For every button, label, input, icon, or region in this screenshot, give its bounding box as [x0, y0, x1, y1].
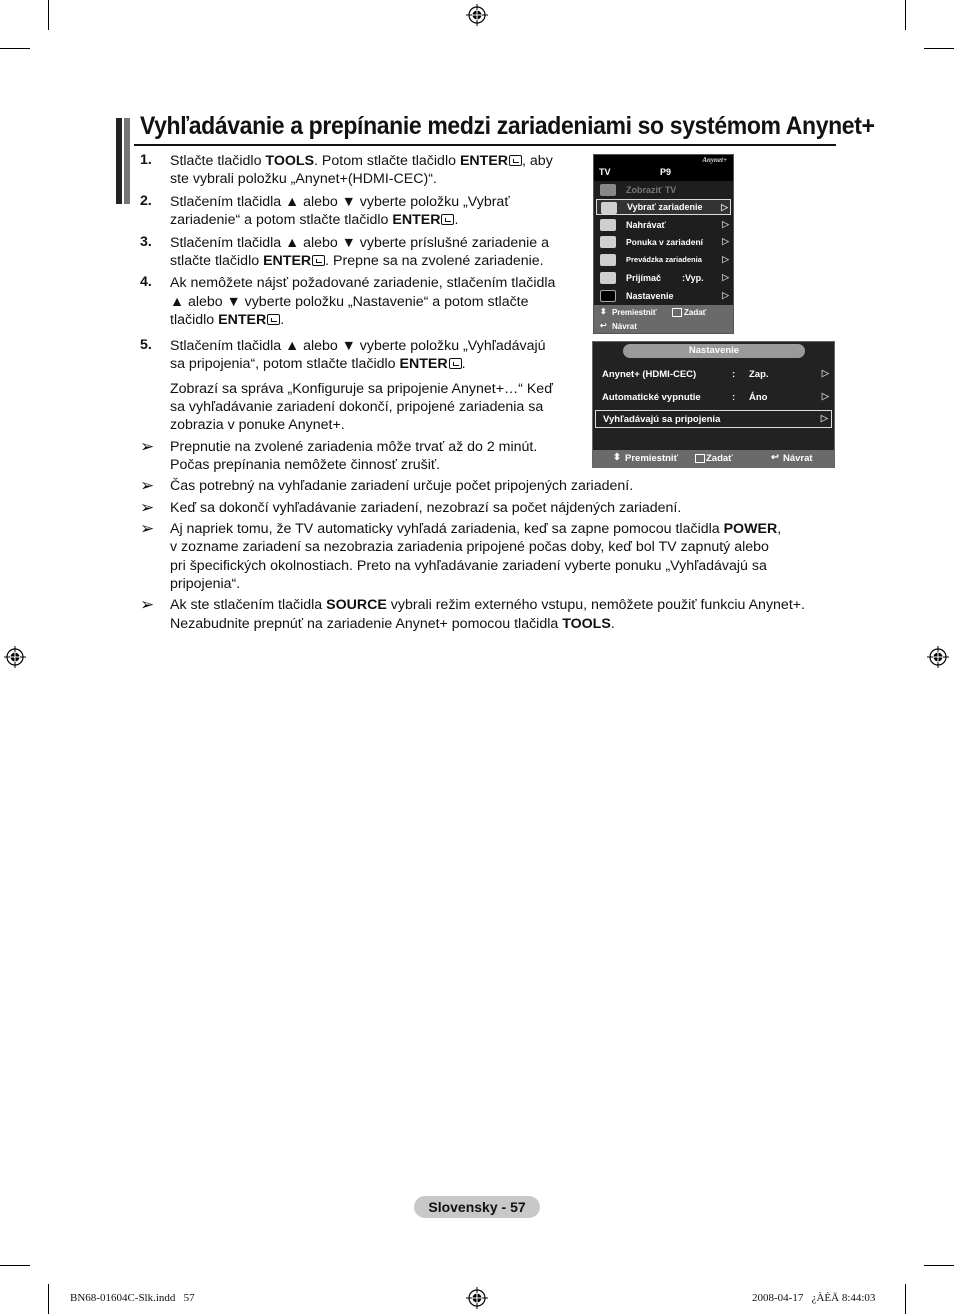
step-text: zariadenie“ a potom stlačte tlačidlo ENTER . — [170, 212, 459, 228]
step-text: stlačte tlačidlo ENTER . Prepne sa na zvolené zariadenie. — [170, 253, 544, 269]
note-arrow-icon: ➢ — [140, 476, 155, 495]
arrow-right-icon: ▷ — [722, 254, 729, 264]
enter-icon — [672, 308, 682, 317]
note-text: pripojenia“. — [170, 576, 241, 592]
step-number: 4. — [140, 274, 152, 290]
step-text: sa pripojenia“, potom stlačte tlačidlo ENTER . — [170, 356, 466, 372]
arrow-right-icon: ▷ — [722, 290, 729, 300]
step-text: Stlačením tlačidla ▲ alebo ▼ vyberte príslušné zariadenie a — [170, 235, 550, 251]
title-rule — [134, 144, 836, 146]
step-text: Stlačením tlačidla ▲ alebo ▼ vyberte položku „Vybrať — [170, 194, 510, 210]
note-arrow-icon: ➢ — [140, 437, 155, 456]
menu-footer: ⬍ Premiestniť Zadať ↩ Návrat — [593, 450, 834, 467]
page-number-badge: Slovensky - 57 — [414, 1196, 540, 1218]
registration-mark-icon — [4, 646, 26, 668]
receiver-icon — [600, 272, 616, 284]
enter-icon — [441, 214, 454, 225]
setup-menu-screenshot — [592, 341, 835, 468]
title-accent-bar — [116, 118, 122, 204]
enter-icon — [449, 358, 462, 369]
arrow-right-icon: ▷ — [722, 272, 729, 282]
page-title: Vyhľadávanie a prepínanie medzi zariadeniami so systémom Anynet+ — [140, 112, 875, 140]
move-icon: ⬍ — [600, 307, 607, 316]
step-text: ste vybrali položku „Anynet+(HDMI-CEC)“. — [170, 171, 437, 187]
step-text: ▲ alebo ▼ vyberte položku „Nastavenie“ a potom stlačte — [170, 294, 529, 310]
menu-item-receiver[interactable]: Prijímač :Vyp. ▷ — [596, 270, 731, 286]
menu-item-select-device[interactable]: Vybrať zariadenie ▷ — [596, 199, 731, 215]
title-accent-bar — [124, 118, 130, 204]
note-text: Čas potrebný na vyhľadanie zariadení určuje počet pripojených zariadení. — [170, 478, 634, 494]
note-arrow-icon: ➢ — [140, 595, 155, 614]
menu-row-auto-off[interactable]: Automatické vypnutie : Áno ▷ — [602, 391, 829, 403]
note-text: v zozname zariadení sa nezobrazia zariadenia pripojené počas doby, keď bol TV zapnutý alebo — [170, 539, 769, 555]
record-icon — [600, 219, 616, 231]
file-slug: BN68-01604C-Slk.indd 57 — [70, 1292, 195, 1304]
menu-item-record[interactable]: Nahrávať ▷ — [596, 217, 731, 233]
enter-icon — [312, 255, 325, 266]
timestamp-slug: 2008-04-17 ¿ÀÈÄ 8:44:03 — [752, 1292, 876, 1304]
step-number: 3. — [140, 234, 152, 250]
step-number: 2. — [140, 193, 152, 209]
note-arrow-icon: ➢ — [140, 498, 155, 517]
step-text: tlačidlo ENTER . — [170, 312, 285, 328]
arrow-right-icon: ▷ — [821, 368, 829, 379]
device-operation-icon — [600, 254, 616, 266]
receiver-value: :Vyp. — [682, 273, 704, 283]
note-arrow-icon: ➢ — [140, 519, 155, 538]
note-text: Ak ste stlačením tlačidla SOURCE vybrali režim externého vstupu, nemôžete použiť funkciu Anynet+. — [170, 597, 805, 613]
step-detail: sa vyhľadávanie zariadení dokončí, pripojené zariadenia sa — [170, 399, 544, 415]
step-number: 1. — [140, 152, 152, 168]
menu-source: TV — [599, 167, 611, 177]
step-text: Ak nemôžete nájsť požadované zariadenie, stlačením tlačidla — [170, 275, 556, 291]
return-icon: ↩ — [600, 321, 607, 330]
note-text: Keď sa dokončí vyhľadávanie zariadení, nezobrazí sa počet nájdených zariadení. — [170, 500, 682, 516]
menu-item-device-operation[interactable]: Prevádzka zariadenia ▷ — [596, 252, 731, 268]
step-detail: zobrazia v ponuke Anynet+. — [170, 417, 345, 433]
move-icon: ⬍ — [613, 452, 621, 463]
arrow-right-icon: ▷ — [820, 413, 828, 424]
menu-footer: ⬍ Premiestniť Zadať ↩ Návrat — [594, 305, 733, 333]
menu-item-view-tv[interactable]: Zobraziť TV — [596, 182, 731, 198]
step-text: Stlačte tlačidlo TOOLS. Potom stlačte tlačidlo ENTER , aby — [170, 153, 553, 169]
menu-item-setup[interactable]: Nastavenie ▷ — [596, 288, 731, 304]
anynet-logo: Anynet+ — [702, 156, 727, 164]
menu-channel: P9 — [660, 167, 672, 177]
arrow-right-icon: ▷ — [722, 236, 729, 246]
menu-title: Nastavenie — [623, 344, 805, 358]
menu-row-anynet-hdmi-cec[interactable]: Anynet+ (HDMI-CEC) : Zap. ▷ — [602, 368, 829, 380]
device-menu-icon — [600, 236, 616, 248]
note-text: Počas prepínania nemôžete činnosť zrušiť. — [170, 457, 441, 473]
enter-icon — [267, 314, 280, 325]
note-text: Aj napriek tomu, že TV automaticky vyhľadá zariadenia, keď sa zapne pomocou tlačidla POWER, — [170, 521, 782, 537]
anynet-menu-screenshot — [593, 154, 734, 334]
registration-mark-icon — [466, 4, 488, 26]
tv-icon — [600, 184, 616, 196]
return-icon: ↩ — [771, 452, 779, 463]
step-number: 5. — [140, 337, 152, 353]
enter-icon — [509, 155, 522, 166]
menu-row-search-connections[interactable]: Vyhľadávajú sa pripojenia ▷ — [595, 410, 832, 428]
note-text: Prepnutie na zvolené zariadenia môže trvať až do 2 minút. — [170, 439, 538, 455]
note-text: pri špecifických okolnostiach. Preto na vyhľadávanie zariadení vyberte ponuku „Vyhľadávajú sa — [170, 558, 767, 574]
registration-mark-icon — [927, 646, 949, 668]
arrow-right-icon: ▷ — [722, 219, 729, 229]
gear-icon — [600, 290, 616, 302]
arrow-right-icon: ▷ — [821, 391, 829, 402]
note-text: Nezabudnite prepnúť na zariadenie Anynet+ pomocou tlačidla TOOLS. — [170, 616, 615, 632]
device-select-icon — [601, 202, 617, 214]
step-detail: Zobrazí sa správa „Konfiguruje sa pripojenie Anynet+…“ Keď — [170, 381, 553, 397]
menu-item-device-menu[interactable]: Ponuka v zariadení ▷ — [596, 234, 731, 250]
enter-icon — [695, 454, 705, 463]
arrow-right-icon: ▷ — [721, 202, 728, 212]
registration-mark-icon — [466, 1287, 488, 1309]
step-text: Stlačením tlačidla ▲ alebo ▼ vyberte položku „Vyhľadávajú — [170, 338, 546, 354]
